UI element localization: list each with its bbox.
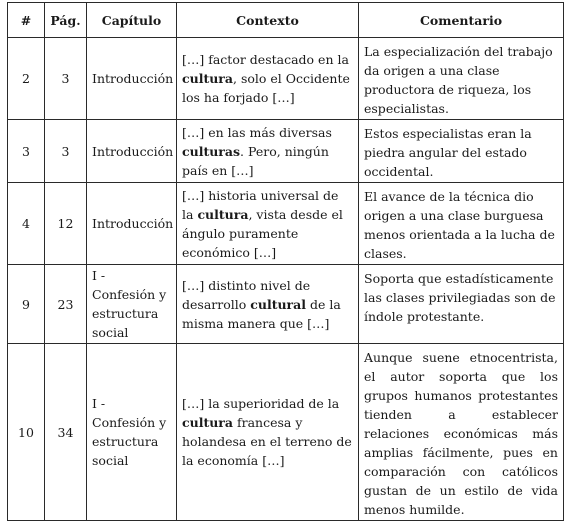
- table-row: [8, 265, 564, 344]
- row-number: 9: [8, 265, 45, 344]
- row-context: [177, 120, 359, 183]
- row-number: 2: [8, 38, 45, 120]
- row-page: 23: [45, 265, 87, 344]
- header-comment: Comentario: [359, 3, 564, 38]
- row-number: 3: [8, 120, 45, 183]
- table-row: [8, 38, 564, 120]
- row-number: 4: [8, 183, 45, 265]
- header-context: Contexto: [177, 3, 359, 38]
- row-comment: Aunque suene etnocentrista, el autor soporta que los grupos humanos protestantes tienden a establecer relaciones económicas más amplias fácilmente, pues en comparación con católicos gustan de un estilo de vida menos humilde.: [359, 344, 564, 521]
- context-keyword: cultura: [197, 206, 249, 222]
- header-chapter: Capítulo: [87, 3, 177, 38]
- context-text: […] historia universal de la: [182, 187, 339, 222]
- row-context: [177, 344, 359, 521]
- row-chapter: Introducción: [87, 38, 177, 120]
- row-page: 3: [45, 120, 87, 183]
- row-context: [177, 183, 359, 265]
- row-number: 10: [8, 344, 45, 521]
- context-text: […] la superioridad de la: [182, 396, 340, 411]
- context-keyword: culturas: [182, 143, 241, 159]
- context-text: […] distinto nivel de desarrollo: [182, 277, 311, 312]
- row-comment: El avance de la técnica dio origen a una clase burguesa menos orientada a la lucha de clases.: [359, 183, 564, 265]
- row-comment: Soporta que estadísticamente las clases privilegiadas son de índole protestante.: [359, 265, 564, 344]
- row-chapter: I - Confesión y estructura social: [87, 265, 177, 344]
- context-text: […] factor destacado en la: [182, 52, 349, 67]
- citation-table: [7, 2, 564, 521]
- row-comment: Estos especialistas eran la piedra angular del estado occidental.: [359, 120, 564, 183]
- row-chapter: I - Confesión y estructura social: [87, 344, 177, 521]
- header-page: Pág.: [45, 3, 87, 38]
- context-keyword: cultural: [250, 296, 306, 312]
- row-page: 34: [45, 344, 87, 521]
- context-text: . Pero, ningún país en […]: [182, 143, 329, 178]
- context-keyword: cultura: [182, 415, 233, 430]
- row-comment: La especialización del trabajo da origen a una clase productora de riqueza, los especialistas.: [359, 38, 564, 120]
- row-page: 12: [45, 183, 87, 265]
- table-row: [8, 344, 564, 521]
- row-chapter: Introducción: [87, 183, 177, 265]
- row-chapter: Introducción: [87, 120, 177, 183]
- table-row: [8, 183, 564, 265]
- header-number: #: [8, 3, 45, 38]
- row-context: [177, 38, 359, 120]
- context-text: , solo el Occidente los ha forjado […]: [182, 71, 350, 105]
- context-text: de la misma manera que […]: [182, 296, 341, 331]
- context-text: […] en las más diversas: [182, 124, 332, 140]
- context-text: francesa y holandesa en el terreno de la economía […]: [182, 415, 352, 468]
- context-keyword: cultura: [182, 71, 233, 86]
- header-row: [8, 3, 564, 38]
- context-text: , vista desde el ángulo puramente económico […]: [182, 206, 343, 260]
- table-row: [8, 120, 564, 183]
- row-context: [177, 265, 359, 344]
- row-page: 3: [45, 38, 87, 120]
